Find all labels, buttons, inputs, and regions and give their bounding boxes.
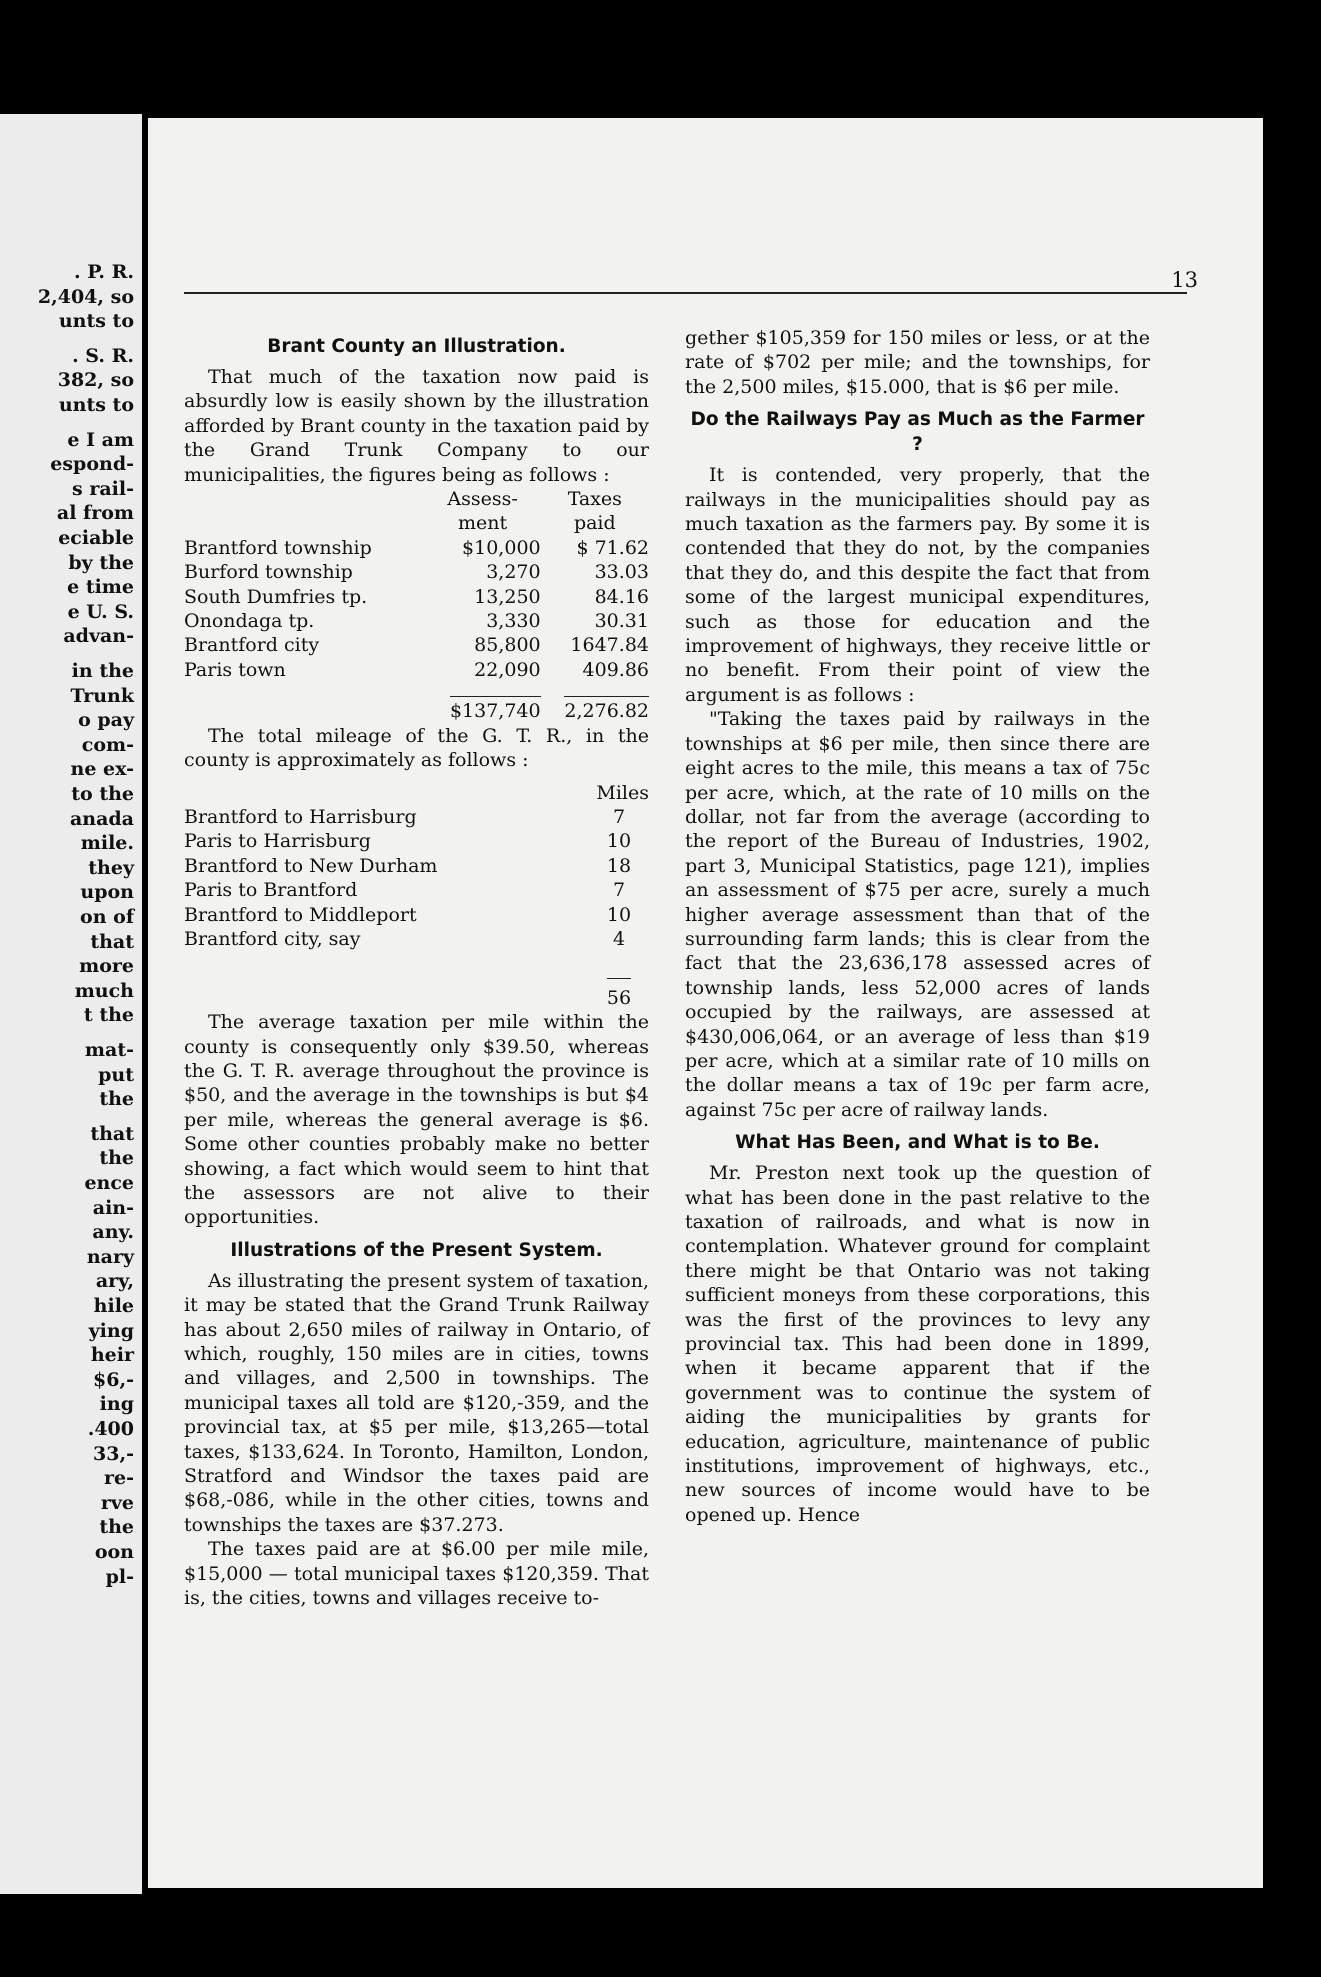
municipality-name: Brantford township [184,536,372,559]
miles-value: 4 [612,927,626,950]
paragraph: "Taking the taxes paid by railways in the townships at $6 per mile, then since there are eight acres to the mile, this means a tax of 75c per acre, which, at the rate of 10 mills on the dollar, not far from the average (according to the report of the Bureau of Industries, 1902, part 3, Municipal Statistics, page 121), implies an assessment of $75 per acre, surely a much higher average assessment than that of the surrounding farm lands; this is clear from the fact that the 23,636,178 assessed acres of township lands, less 52,000 acres of lands occupied by the railways, are assessed at $430,006,064, or an average of less than $19 per acre, which at a similar rate of 10 mills on the dollar means a tax of 19c per farm acre, against 75c per acre of railway lands. [685,708,1150,1121]
assessment-value: 3,270 [486,561,541,584]
route-name: Brantford to Middleport [184,903,417,926]
facing-page-text: ying [88,1319,134,1342]
section-heading: Do the Railways Pay as Much as the Farmer ? [690,409,1145,456]
facing-page-text: hile [93,1295,134,1317]
municipality-name: Onondaga tp. [184,610,315,633]
facing-page-text: re- [104,1467,134,1490]
facing-page-text: more [79,955,134,978]
facing-page-text: t the [83,1004,134,1027]
route-name: Brantford to Harrisburg [184,805,417,828]
header-rule [184,292,1187,294]
facing-page-text: ing [99,1393,134,1416]
facing-page-text: $6,- [93,1368,134,1391]
right-column [685,326,1150,1527]
table-row [184,927,649,951]
facing-page-text: s rail- [72,477,134,500]
route-name: Brantford city, say [184,927,361,950]
facing-page-text: on of [80,906,134,928]
assessment-header: Assess- [447,488,518,511]
facing-page-text: espond- [50,453,134,476]
route-name: Paris to Harrisburg [184,830,371,853]
facing-page-text: upon [80,881,134,904]
section-heading: What Has Been, and What is to Be. [735,1132,1100,1154]
table-total-row [184,951,649,985]
assessment-header: ment [458,512,508,535]
facing-page-text: anada [69,807,134,830]
paragraph: That much of the taxation now paid is absurdly low is easily shown by the illustration afforded by Brant county in the taxation paid by the Grand Trunk Company to our municipalities, the figures being as follows : [184,366,649,486]
miles-value: 18 [606,854,632,877]
facing-page-text: 33,- [93,1442,134,1465]
paragraph: The total mileage of the G. T. R., in the county is approximately as follows : [184,724,649,772]
facing-page-text: advan- [63,625,134,648]
paragraph: As illustrating the present system of taxation, it may be stated that the Grand Trunk Railway has about 2,650 miles of railway in Ontario, of which, roughly, 150 miles are in cities, towns and villages, and 2,500 in townships. The municipal taxes all told are $120,-359, and the provincial tax, at $5 per mile, $13,265—total taxes, $133,624. In Toronto, Hamilton, London, Stratford and Windsor the taxes paid are $68,-086, while in the other cities, towns and townships the taxes are $37.273. [184,1269,649,1536]
facing-page-text: pl- [105,1565,134,1588]
assessment-table [184,487,649,724]
facing-page-text: mat- [84,1039,134,1061]
municipality-name: South Dumfries tp. [184,585,368,608]
miles-value: 10 [606,903,632,926]
facing-page-text: rve [100,1491,134,1514]
assessment-value: 22,090 [474,658,541,681]
facing-page-text: . P. R. [73,261,134,283]
facing-page-text: ary, [95,1270,134,1293]
facing-page-text: that [90,1122,134,1145]
facing-page-text: al from [56,502,134,525]
facing-page-text: oon [94,1541,134,1563]
section-heading: Brant County an Illustration. [267,336,566,357]
assessment-value: 85,800 [474,634,541,657]
paragraph: Mr. Preston next took up the question of what has been done in the past relative to the taxation of railroads, and what is now in contemplation. Whatever ground for complaint there might be that Ontario was not taking sufficient moneys from these corporations, this was the first of the provinces to levy any provincial tax. This had been done in 1899, when it became apparent that if the government was to continue the system of aiding the municipalities by grants for education, agriculture, maintenance of public institutions, improvement of highways, etc., new sources of income would have to be opened up. Hence [685,1162,1150,1526]
mileage-table [184,781,649,1011]
taxes-value: 1647.84 [570,634,649,657]
facing-page-text: e U. S. [67,600,134,623]
facing-page-text: in the [71,660,134,682]
taxes-total: 2,276.82 [564,696,649,723]
municipality-name: Burford township [184,561,353,584]
municipality-name: Brantford city [184,634,320,657]
facing-page-text: the [99,1088,134,1111]
table-row [184,878,649,902]
facing-page-text: eciable [58,527,134,549]
facing-page-text: much [74,979,134,1002]
facing-page-text: 2,404, so [37,285,134,308]
facing-page-text: Trunk [70,684,134,707]
assessment-value: 13,250 [474,585,541,608]
left-column [184,326,649,1611]
taxes-header: Taxes [567,488,622,511]
facing-page-text: o pay [78,709,134,732]
section-heading: Illustrations of the Present System. [230,1239,603,1261]
document-page [148,118,1263,1888]
miles-value: 7 [612,805,626,828]
facing-page-text: to the [71,783,134,805]
facing-page-text: .400 [87,1418,134,1440]
assessment-value: 3,330 [486,610,541,633]
facing-page-text: the [99,1147,134,1170]
facing-page-text: that [90,930,134,953]
facing-page-text: . S. R. [72,344,134,367]
paragraph: gether $105,359 for 150 miles or less, or at the rate of $702 per mile; and the townships, for the 2,500 miles, $15.000, that is $6 per mile. [685,327,1150,398]
facing-page-text: put [98,1063,134,1086]
taxes-header: paid [573,512,616,535]
table-row [184,805,649,829]
facing-page-fragment [0,114,142,1894]
table-row [184,829,649,853]
route-name: Paris to Brantford [184,879,358,902]
facing-page-text: unts to [58,310,134,333]
table-total-row [184,682,649,723]
municipality-name: Paris town [184,658,286,681]
facing-page-text: ence [84,1172,134,1194]
taxes-value: 409.86 [582,658,649,681]
table-row [184,536,649,560]
facing-page-text: ain- [92,1196,134,1219]
miles-value: 10 [606,830,632,853]
paragraph: The taxes paid are at $6.00 per mile mile, $15,000 — total municipal taxes $120,359. That is, the cities, towns and villages receive to- [184,1538,649,1610]
miles-header: Miles [596,781,649,804]
facing-page-text: by the [68,551,134,574]
table-row [184,658,649,682]
taxes-value: 84.16 [594,585,649,608]
facing-page-text: nary [86,1245,134,1268]
miles-value: 7 [612,879,626,902]
assessment-total: $137,740 [450,696,541,723]
facing-page-text: unts to [58,394,134,416]
facing-page-text: heir [90,1344,134,1367]
facing-page-text: e I am [67,428,134,451]
paragraph: It is contended, very properly, that the railways in the municipalities should pay as much taxation as the farmers pay. By some it is contended that they do not, by the companies that they do, and this despite the fact that from some of the largest municipal expenditures, such as those for education and the improvement of highways, they receive little or no benefit. From their point of view the argument is as follows : [685,464,1150,706]
paragraph: The average taxation per mile within the county is consequently only $39.50, whereas the G. T. R. average throughout the province is $50, and the average in the townships is but $4 per mile, whereas the general average is $6. Some other counties probably make no better showing, a fact which would seem to hint that the assessors are not alive to their opportunities. [184,1011,649,1229]
table-row [184,903,649,927]
table-row [184,854,649,878]
table-row [184,585,649,609]
facing-page-text: com- [81,733,134,756]
taxes-value: 33.03 [594,561,649,584]
taxes-value: 30.31 [594,610,649,633]
table-row [184,560,649,584]
facing-page-text: any. [92,1221,134,1244]
taxes-value: $ 71.62 [576,536,649,559]
table-row [184,633,649,657]
facing-page-text: mile. [80,832,134,855]
facing-page-text: e time [67,576,134,599]
sum-rule [607,978,631,979]
miles-total: 56 [606,986,632,1009]
page-number: 13 [1171,268,1198,292]
facing-page-text: ne ex- [70,758,134,781]
facing-page-text: 382, so [57,369,134,392]
facing-page-text: they [88,856,134,879]
facing-page-text: the [99,1516,134,1539]
route-name: Brantford to New Durham [184,854,438,877]
table-row [184,609,649,633]
assessment-value: $10,000 [462,536,541,559]
